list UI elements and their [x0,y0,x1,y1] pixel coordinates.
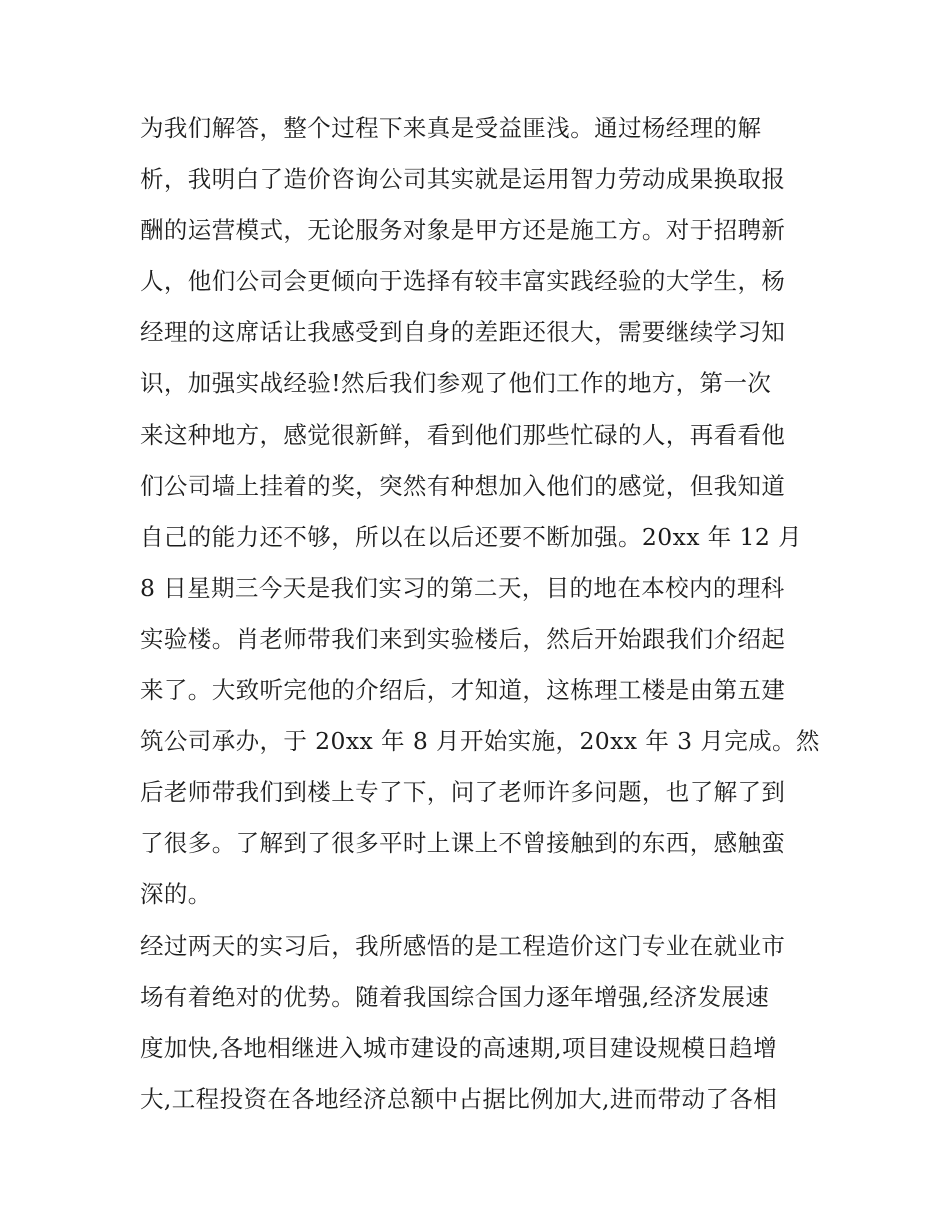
text-line: 实验楼。肖老师带我们来到实验楼后，然后开始跟我们介绍起 [140,624,786,653]
text-line: 经过两天的实习后，我所感悟的是工程造价这门专业在就业市 [140,931,786,960]
text-line: 人，他们公司会更倾向于选择有较丰富实践经验的大学生，杨 [140,267,786,296]
text-line: 后老师带我们到楼上专了下，问了老师许多问题，也了解了到 [140,778,786,807]
text-line: 析，我明白了造价咨询公司其实就是运用智力劳动成果换取报 [140,165,786,194]
text-line: 识，加强实战经验!然后我们参观了他们工作的地方，第一次 [140,369,772,398]
text-line: 酬的运营模式，无论服务对象是甲方还是施工方。对于招聘新 [140,216,786,245]
text-line: 大,工程投资在各地经济总额中占据比例加大,进而带动了各相 [140,1084,778,1113]
text-line: 深的。 [140,880,212,909]
text-line: 自己的能力还不够，所以在以后还要不断加强。20xx 年 12 月 [140,522,803,551]
text-line: 场有着绝对的优势。随着我国综合国力逐年增强,经济发展速 [140,982,770,1011]
document-body [140,103,820,1125]
text-line: 8 日星期三今天是我们实习的第二天，目的地在本校内的理科 [140,573,785,602]
text-line: 经理的这席话让我感受到自身的差距还很大，需要继续学习知 [140,318,786,347]
text-line: 来这种地方，感觉很新鲜，看到他们那些忙碌的人，再看看他 [140,420,786,449]
text-line: 们公司墙上挂着的奖，突然有种想加入他们的感觉，但我知道 [140,471,786,500]
text-line: 为我们解答，整个过程下来真是受益匪浅。通过杨经理的解 [140,114,762,142]
text-line: 了很多。了解到了很多平时上课上不曾接触到的东西，感触蛮 [140,829,786,858]
text-line: 筑公司承办，于 20xx 年 8 月开始实施，20xx 年 3 月完成。然 [140,727,820,756]
text-line: 来了。大致听完他的介绍后，才知道，这栋理工楼是由第五建 [140,676,786,705]
text-line: 度加快,各地相继进入城市建设的高速期,项目建设规模日趋增 [140,1033,778,1062]
